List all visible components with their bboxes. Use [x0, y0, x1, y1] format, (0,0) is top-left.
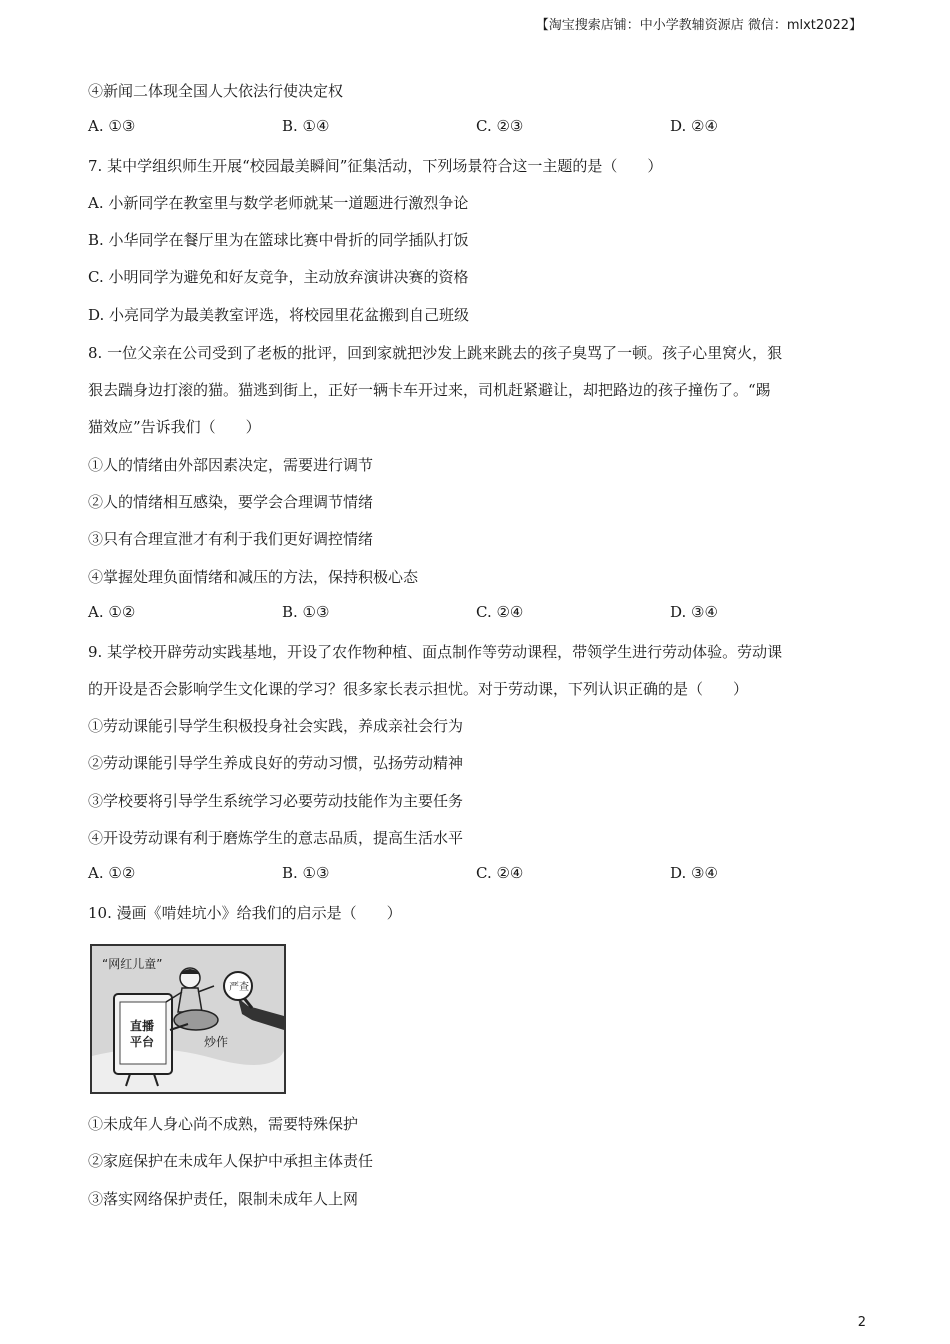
- q9-item-3: ③学校要将引导学生系统学习必要劳动技能作为主要任务: [88, 792, 464, 810]
- cartoon-label-hype: 炒作: [204, 1035, 229, 1049]
- q9-item-1: ①劳动课能引导学生积极投身社会实践，养成亲社会行为: [88, 717, 464, 735]
- q6-option-c[interactable]: C. ②③: [476, 117, 524, 135]
- q6-option-a[interactable]: A. ①③: [88, 117, 136, 135]
- q7-stem: 7. 某中学组织师生开展“校园最美瞬间”征集活动，下列场景符合这一主题的是（ ）: [88, 157, 663, 175]
- q10-item-3: ③落实网络保护责任，限制未成年人上网: [88, 1190, 359, 1208]
- q7-option-d[interactable]: D. 小亮同学为最美教室评选，将校园里花盆搬到自己班级: [88, 306, 470, 324]
- q8-stem-line-2: 狠去踹身边打滚的猫。猫逃到街上，正好一辆卡车开过来，司机赶紧避让，却把路边的孩子撞伤了。“踢: [88, 381, 771, 399]
- q6-option-d[interactable]: D. ②④: [670, 117, 718, 135]
- q9-stem-line-1: 9. 某学校开辟劳动实践基地，开设了农作物种植、面点制作等劳动课程，带领学生进行劳动体验。劳动课: [88, 643, 783, 661]
- q8-options: [88, 603, 868, 625]
- q8-stem-line-1: 8. 一位父亲在公司受到了老板的批评，回到家就把沙发上跳来跳去的孩子臭骂了一顿。孩子心里窝火，狠: [88, 344, 783, 362]
- q10-item-2: ②家庭保护在未成年人保护中承担主体责任: [88, 1152, 374, 1170]
- q8-item-1: ①人的情绪由外部因素决定，需要进行调节: [88, 456, 374, 474]
- q8-option-c[interactable]: C. ②④: [476, 603, 524, 621]
- q8-option-b[interactable]: B. ①③: [282, 603, 330, 621]
- cartoon-label-platform-1: 直播: [130, 1019, 155, 1033]
- q8-stem-line-3: 猫效应”告诉我们（ ）: [88, 418, 261, 436]
- q9-item-2: ②劳动课能引导学生养成良好的劳动习惯，弘扬劳动精神: [88, 754, 464, 772]
- q10-cartoon: [90, 944, 286, 1094]
- page-number: 2: [857, 1315, 866, 1330]
- q8-item-2: ②人的情绪相互感染，要学会合理调节情绪: [88, 493, 374, 511]
- cartoon-label-top: “网红儿童”: [102, 957, 163, 971]
- q8-item-3: ③只有合理宣泄才有利于我们更好调控情绪: [88, 530, 374, 548]
- header-note: 【淘宝搜索店铺：中小学教辅资源店 微信：mlxt2022】: [535, 18, 862, 33]
- q8-option-a[interactable]: A. ①②: [88, 603, 136, 621]
- q9-option-d[interactable]: D. ③④: [670, 864, 718, 882]
- q6-option-b[interactable]: B. ①④: [282, 117, 330, 135]
- cartoon-label-platform-2: 平台: [130, 1035, 155, 1049]
- q8-item-4: ④掌握处理负面情绪和减压的方法，保持积极心态: [88, 568, 419, 586]
- q7-option-c[interactable]: C. 小明同学为避免和好友竞争，主动放弃演讲决赛的资格: [88, 268, 469, 286]
- q10-item-1: ①未成年人身心尚不成熟，需要特殊保护: [88, 1115, 359, 1133]
- q9-option-b[interactable]: B. ①③: [282, 864, 330, 882]
- q9-option-a[interactable]: A. ①②: [88, 864, 136, 882]
- cartoon-label-badge: 严查: [229, 982, 249, 993]
- q9-option-c[interactable]: C. ②④: [476, 864, 524, 882]
- q10-stem: 10. 漫画《啃娃坑小》给我们的启示是（ ）: [88, 904, 402, 922]
- q7-option-b[interactable]: B. 小华同学在餐厅里为在篮球比赛中骨折的同学插队打饭: [88, 231, 469, 249]
- q9-options: [88, 864, 868, 886]
- q6-options: [88, 117, 868, 139]
- cartoon-drawing: [92, 946, 284, 1092]
- q7-option-a[interactable]: A. 小新同学在教室里与数学老师就某一道题进行激烈争论: [88, 194, 469, 212]
- q6-item-4: ④新闻二体现全国人大依法行使决定权: [88, 82, 344, 100]
- q9-item-4: ④开设劳动课有利于磨炼学生的意志品质，提高生活水平: [88, 829, 464, 847]
- q8-option-d[interactable]: D. ③④: [670, 603, 718, 621]
- q9-stem-line-2: 的开设是否会影响学生文化课的学习？很多家长表示担忧。对于劳动课，下列认识正确的是（ ）: [88, 680, 749, 698]
